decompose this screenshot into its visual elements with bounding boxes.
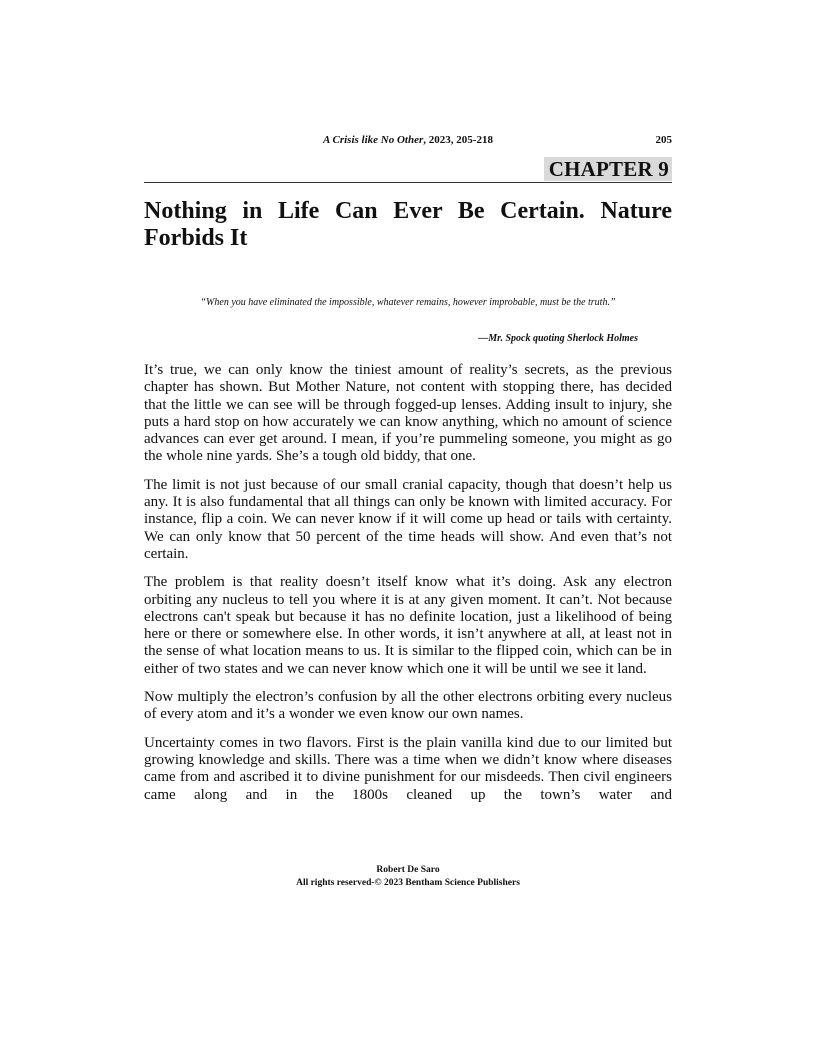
journal-meta: , 2023, 205-218: [423, 134, 493, 146]
journal-title: A Crisis like No Other: [323, 134, 424, 146]
journal-citation: [144, 133, 672, 147]
epigraph-quote: “When you have eliminated the impossible, whatever remains, however improbable, must be the truth.”: [200, 297, 616, 308]
chapter-title: Nothing in Life Can Ever Be Certain. Nature Forbids It: [144, 198, 672, 251]
page-footer: [144, 864, 672, 889]
paragraph: Uncertainty comes in two flavors. First is the plain vanilla kind due to our limited but growing knowledge and skills. There was a time when we didn’t know where diseases came from and ascribed it to divine punishment for our misdeeds. Then civil engineers came along and in the 1800s cleaned up the town’s water and: [144, 734, 672, 803]
page-number: 205: [655, 134, 672, 146]
paragraph: The problem is that reality doesn’t itself know what it’s doing. Ask any electron orbiting any nucleus to tell you where it is at any given moment. It can’t. Not because electrons can't speak but because it has no definite location, just a likelihood of being here or there or somewhere else. In other words, it isn’t anywhere at all, at least not in the sense of what location means to us. It is similar to the flipped coin, which can be in either of two states and we can never know which one it will be until we see it land.: [144, 574, 672, 677]
body-text: [144, 362, 672, 815]
paragraph: The limit is not just because of our small cranial capacity, though that doesn’t help us any. It is also fundamental that all things can only be known with limited accuracy. For instance, flip a coin. We can never know if it will come up head or tails with certainty. We can only know that 50 percent of the time heads will show. And even that’s not certain.: [144, 476, 672, 562]
epigraph-attribution: —Mr. Spock quoting Sherlock Holmes: [478, 333, 638, 344]
author-name: Robert De Saro: [376, 865, 440, 875]
paragraph: It’s true, we can only know the tiniest amount of reality’s secrets, as the previous chapter has shown. But Mother Nature, not content with stopping there, has decided that the little we can see will be through fogged-up lenses. Adding insult to injury, she puts a hard stop on how accurately we can know anything, which no amount of science advances can ever get around. I mean, if you’re pummeling someone, you might as go the whole nine yards. She’s a tough old biddy, that one.: [144, 362, 672, 465]
chapter-rule: [144, 156, 672, 183]
chapter-label: CHAPTER 9: [544, 157, 672, 181]
paragraph: Now multiply the electron’s confusion by all the other electrons orbiting every nucleus of every atom and it’s a wonder we even know our own names.: [144, 689, 672, 723]
copyright-notice: All rights reserved-© 2023 Bentham Science Publishers: [296, 877, 520, 888]
